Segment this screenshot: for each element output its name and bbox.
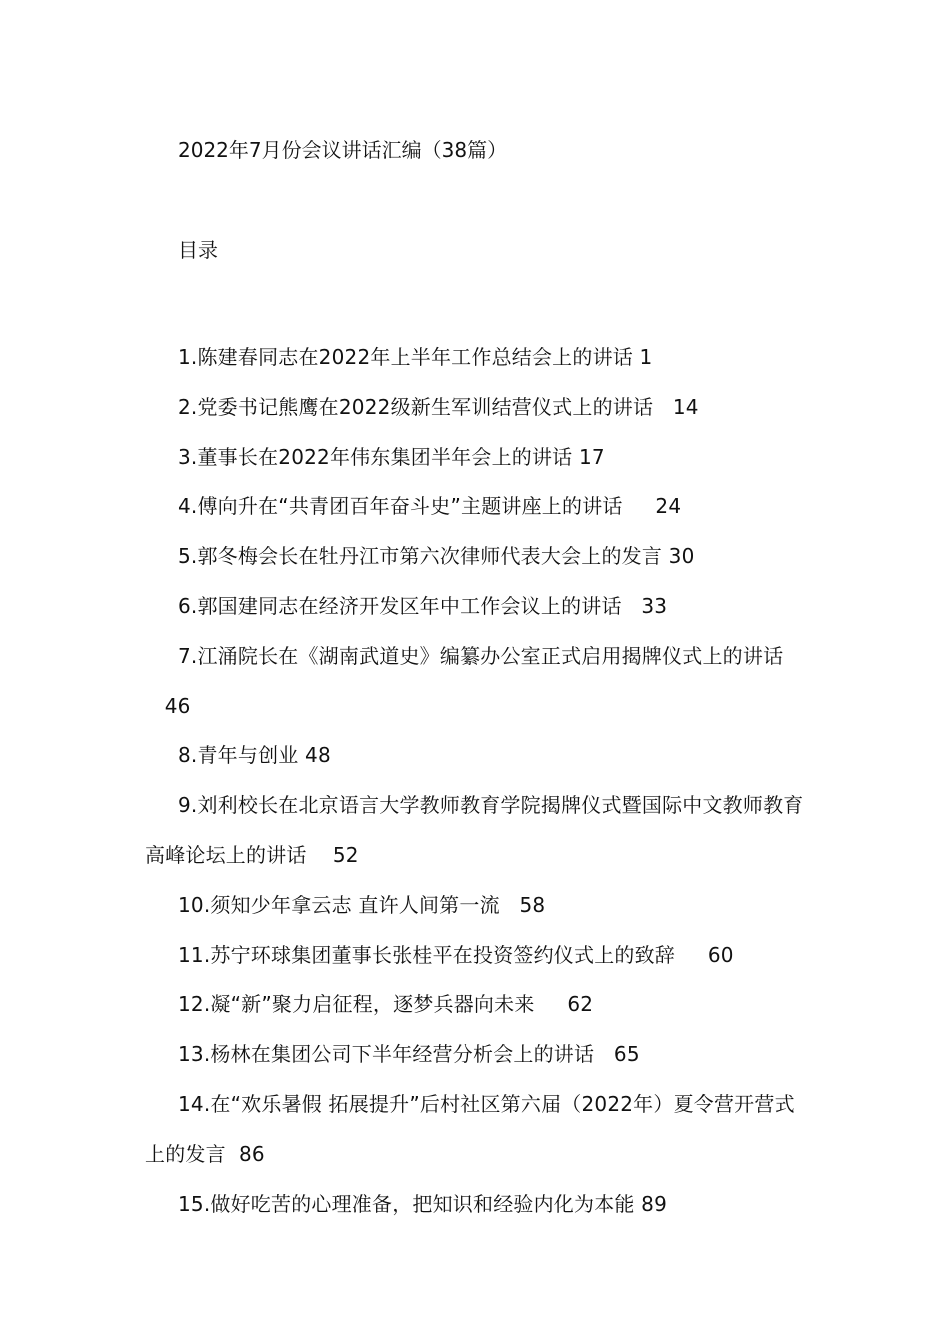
toc-entry-title: 1.陈建春同志在2022年上半年工作总结会上的讲话 (178, 345, 633, 369)
toc-entry-title: 2.党委书记熊鹰在2022级新生军训结营仪式上的讲话 (178, 394, 654, 419)
toc-entry-page: 48 (305, 743, 331, 768)
toc-entry-page: 1 (639, 345, 653, 369)
toc-entry-title: 12.凝“新”聚力启征程，逐梦兵器向未来 (178, 992, 535, 1017)
toc-entry (145, 1180, 810, 1230)
toc-entry-title: 15.做好吃苦的心理准备，把知识和经验内化为本能 (178, 1191, 635, 1216)
toc-entry-page: 86 (238, 1141, 265, 1166)
toc-entry (145, 433, 810, 483)
toc-entry-page: 58 (519, 892, 546, 917)
toc-entry-separator (307, 843, 333, 867)
toc-entry-separator (500, 893, 520, 917)
toc-entry-page: 52 (332, 842, 359, 867)
toc-entry-page: 65 (613, 1042, 640, 1067)
table-of-contents (145, 333, 810, 1229)
toc-entry (145, 931, 810, 981)
toc-entry-page: 24 (655, 494, 682, 519)
toc-entry (145, 1030, 810, 1080)
toc-entry (145, 532, 810, 582)
toc-entry (145, 333, 810, 383)
toc-entry (145, 582, 810, 632)
toc-entry-title: 5.郭冬梅会长在牡丹江市第六次律师代表大会上的发言 (178, 544, 663, 569)
toc-entry-separator (675, 943, 708, 967)
toc-entry-page: 17 (578, 444, 605, 469)
toc-entry-page: 30 (668, 544, 695, 569)
toc-entry-title: 3.董事长在2022年伟东集团半年会上的讲话 (178, 444, 573, 469)
toc-heading: 目录 (178, 238, 218, 262)
toc-entry-page: 89 (641, 1191, 668, 1216)
toc-entry-title: 7.江涌院长在《湖南武道史》编纂办公室正式启用揭牌仪式上的讲话 (178, 643, 784, 668)
toc-entry (145, 383, 810, 433)
toc-entry-title: 11.苏宁环球集团董事长张桂平在投资签约仪式上的致辞 (178, 942, 676, 967)
toc-entry-separator (622, 594, 642, 618)
toc-entry-page: 14 (672, 394, 699, 419)
toc-entry-title: 4.傅向升在“共青团百年奋斗史”主题讲座上的讲话 (178, 494, 623, 519)
toc-entry-separator (594, 1042, 614, 1066)
toc-entry (145, 1080, 810, 1180)
toc-entry-separator (535, 992, 568, 1016)
toc-entry (145, 632, 810, 732)
toc-entry (145, 881, 810, 931)
toc-entry-page: 33 (641, 593, 668, 618)
toc-entry-page: 62 (567, 992, 594, 1017)
toc-entry-separator (145, 694, 165, 718)
toc-entry (145, 731, 810, 781)
toc-entry-page: 46 (164, 693, 191, 718)
toc-entry (145, 482, 810, 532)
toc-entry (145, 781, 810, 881)
toc-entry-title: 8.青年与创业 (178, 743, 299, 768)
toc-entry-separator (653, 395, 673, 419)
toc-entry-title: 14.在“欢乐暑假 拓展提升”后村社区第六届（2022年）夏令营开营式上的发言 (145, 1091, 795, 1166)
toc-entry-title: 13.杨林在集团公司下半年经营分析会上的讲话 (178, 1042, 595, 1067)
toc-entry-title: 9.刘利校长在北京语言大学教师教育学院揭牌仪式暨国际中文教师教育高峰论坛上的讲话 (145, 793, 804, 867)
toc-entry (145, 980, 810, 1030)
toc-entry-title: 6.郭国建同志在经济开发区年中工作会议上的讲话 (178, 593, 622, 618)
toc-entry-separator (623, 494, 656, 518)
toc-entry-page: 60 (707, 942, 734, 967)
toc-entry-separator (226, 1142, 239, 1166)
document-title: 2022年7月份会议讲话汇编（38篇） (178, 138, 508, 162)
toc-entry-title: 10.须知少年拿云志 直许人间第一流 (178, 892, 500, 917)
